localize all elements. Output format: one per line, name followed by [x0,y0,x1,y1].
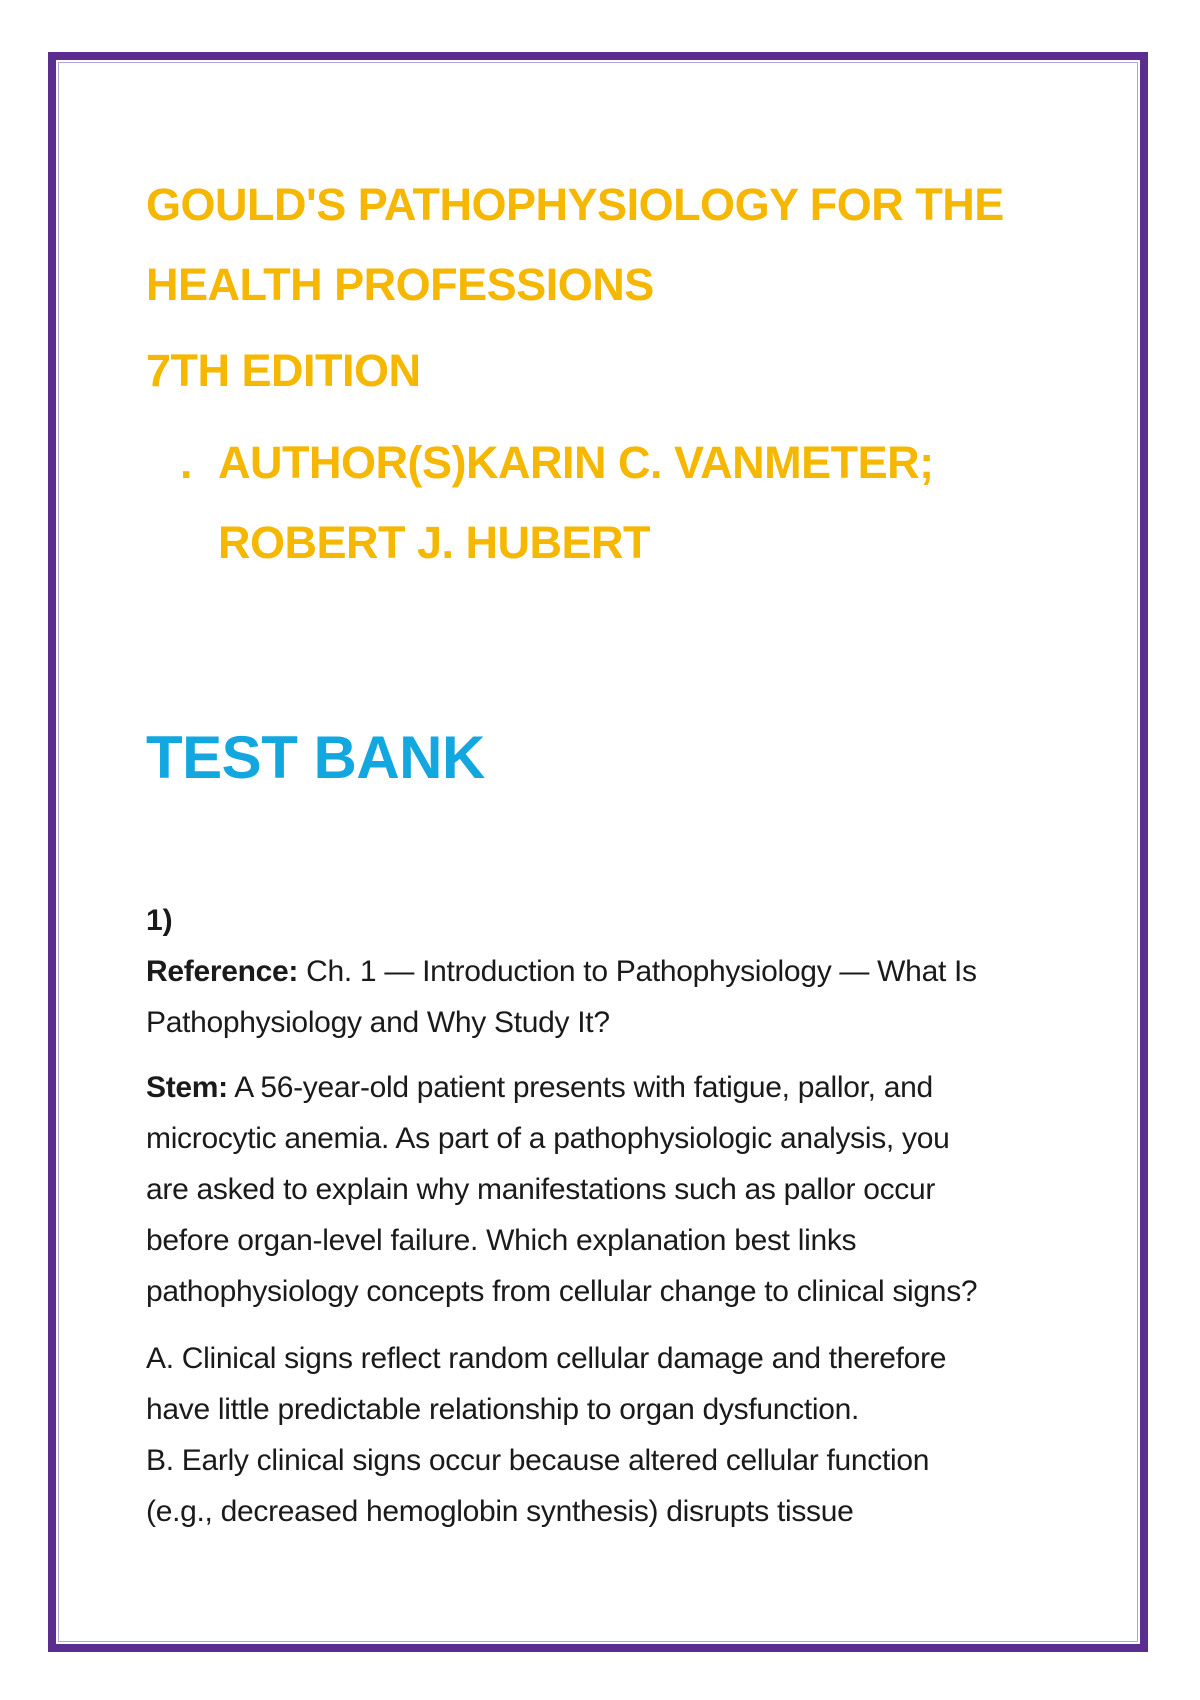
section-heading: TEST BANK [146,724,485,791]
answer-options [146,1333,1106,1537]
edition-label: 7TH EDITION [146,345,421,396]
reference-label: Reference: [146,955,299,988]
option-b-line-1: B. Early clinical signs occur because altered cellular function [146,1444,930,1477]
stem-label: Stem: [146,1071,228,1104]
question-number: 1) [146,904,173,937]
authors [180,423,1106,583]
stem-line-4: before organ-level failure. Which explanation best links [146,1224,857,1257]
question-reference [146,946,1106,1048]
stem-line-5: pathophysiology concepts from cellular change to clinical signs? [146,1275,978,1308]
option-b-line-2: (e.g., decreased hemoglobin synthesis) disrupts tissue [146,1495,854,1528]
author-line-1: AUTHOR(S)KARIN C. VANMETER; [218,437,934,488]
option-a-line-1: A. Clinical signs reflect random cellular damage and therefore [146,1342,947,1375]
author-bullet: . [180,437,193,488]
page-content [146,165,1106,1537]
book-title [146,165,1106,325]
reference-line-1 [146,946,1106,997]
page-border [48,52,1148,1652]
book-title-line-1: GOULD'S PATHOPHYSIOLOGY FOR THE [146,179,1004,230]
question-stem [146,1062,1106,1317]
option-a-line-2: have little predictable relationship to organ dysfunction. [146,1393,860,1426]
book-title-line-2: HEALTH PROFESSIONS [146,259,654,310]
stem-line-2: microcytic anemia. As part of a pathophysiologic analysis, you [146,1122,950,1155]
author-line-2: ROBERT J. HUBERT [218,517,651,568]
stem-line-3: are asked to explain why manifestations such as pallor occur [146,1173,936,1206]
reference-line-2: Pathophysiology and Why Study It? [146,1006,610,1039]
reference-text-1: Ch. 1 — Introduction to Pathophysiology — What Is [298,955,977,988]
stem-text-1: A 56-year-old patient presents with fatigue, pallor, and [227,1071,933,1104]
stem-line-1 [146,1062,1106,1113]
